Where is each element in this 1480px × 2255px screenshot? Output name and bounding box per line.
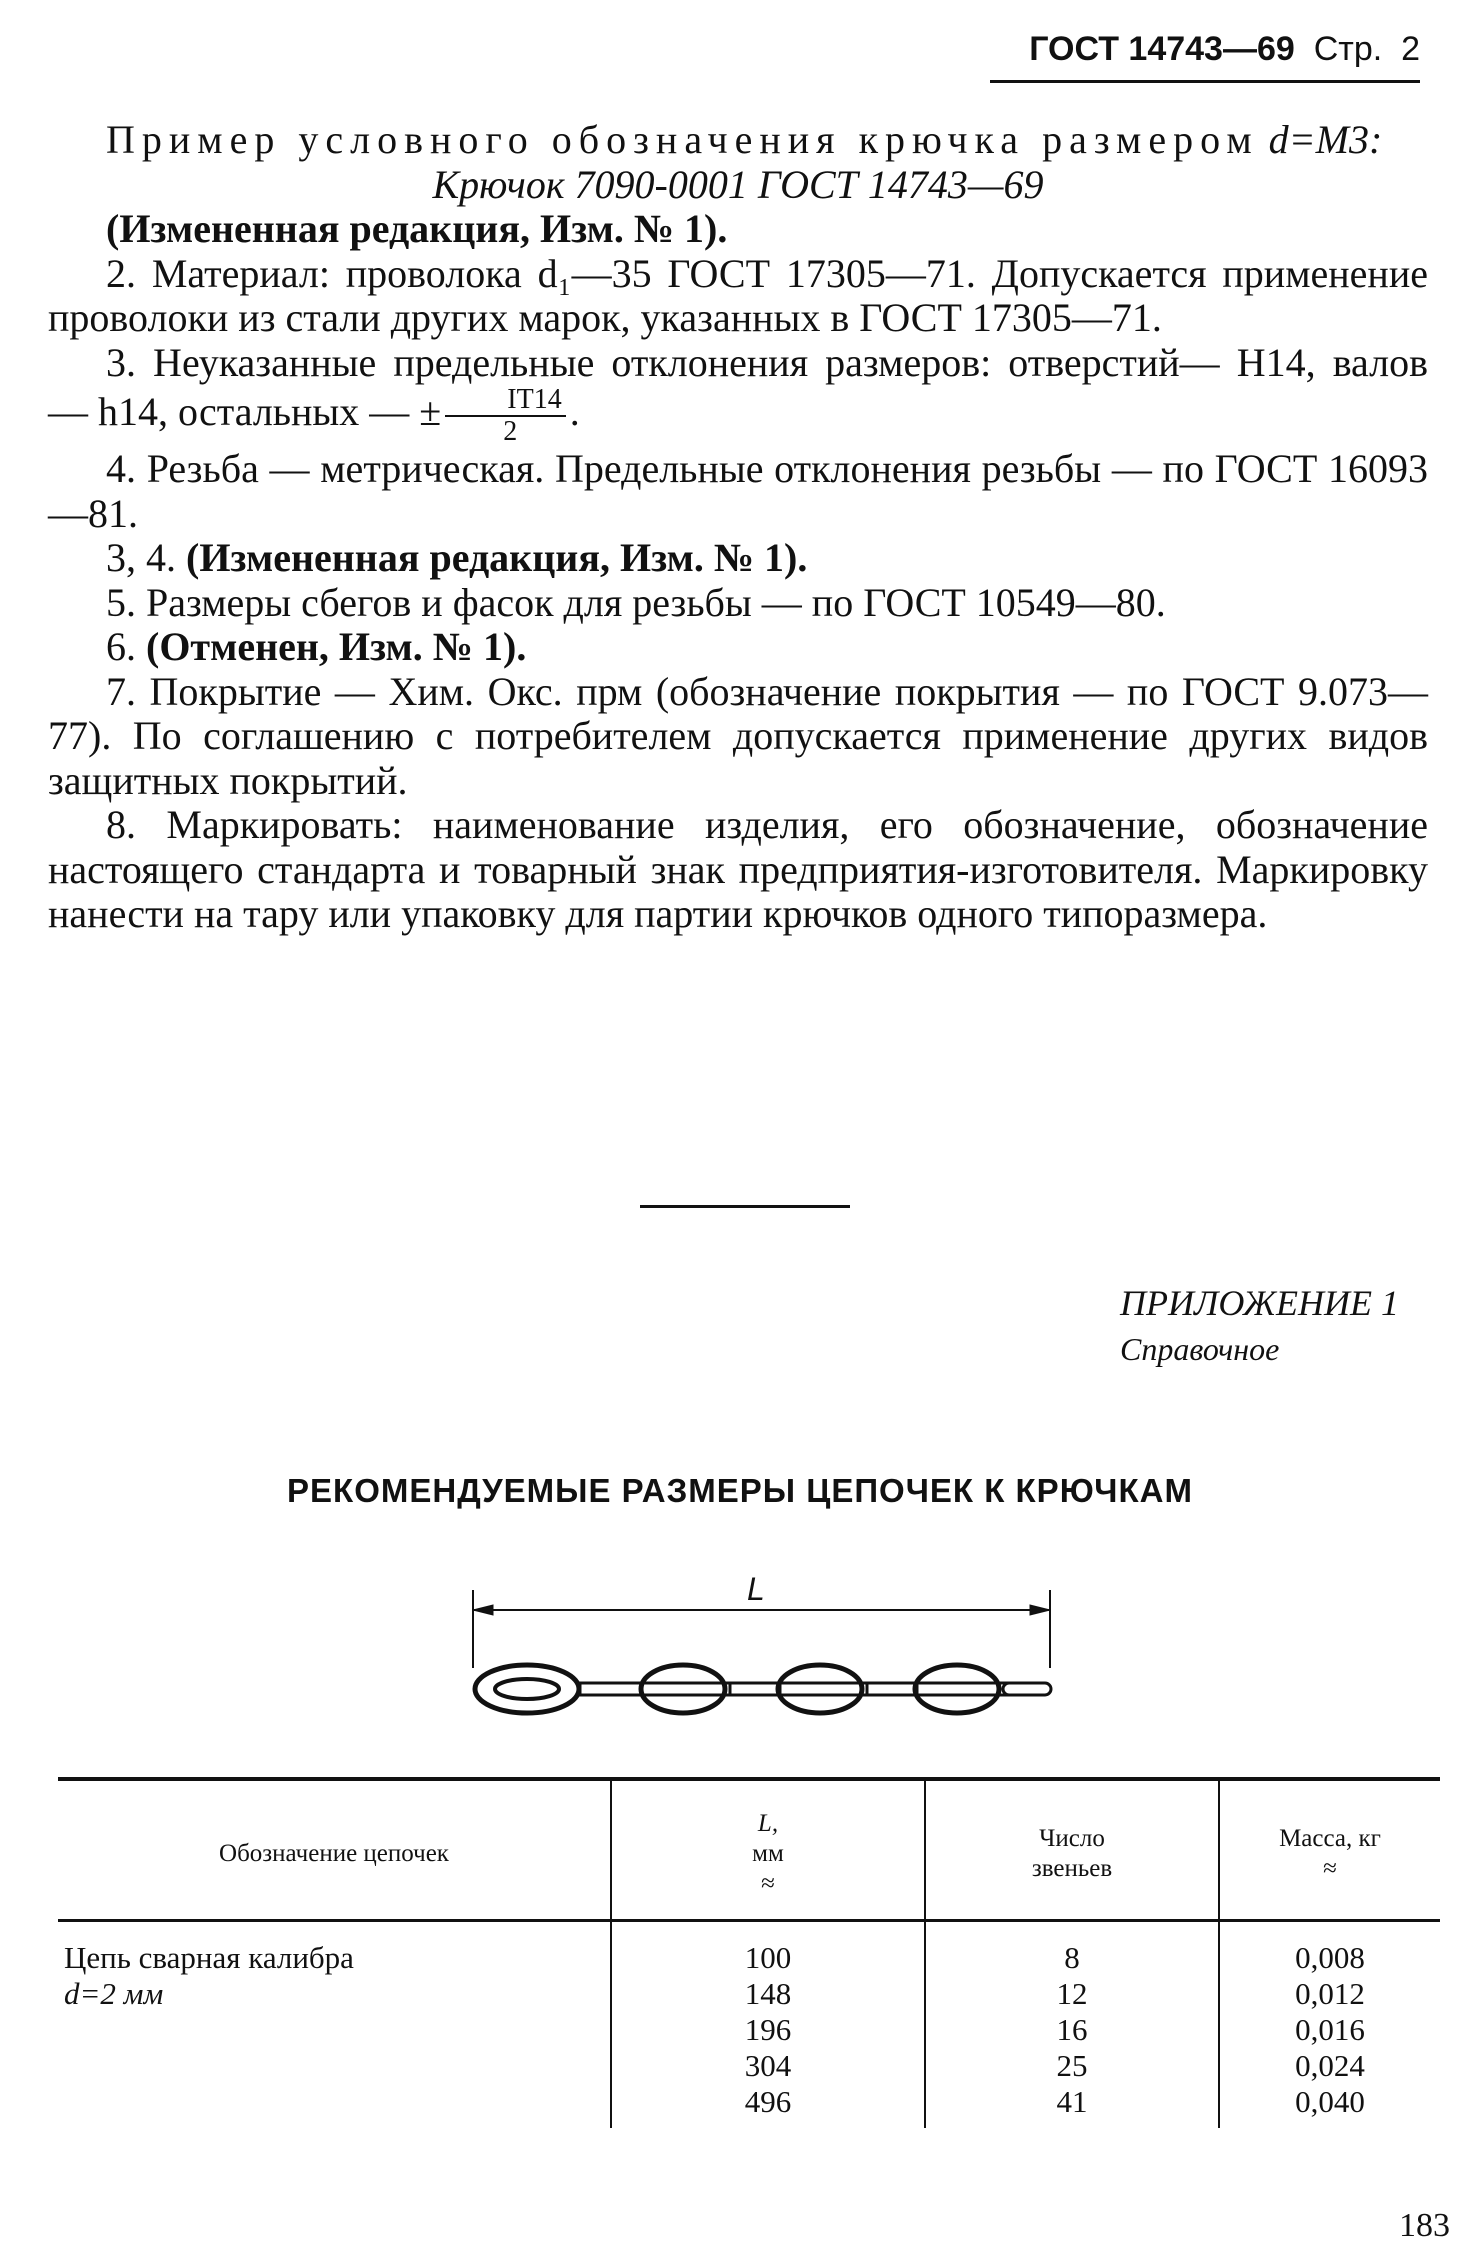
mass-value: 0,012 — [1295, 1976, 1365, 2011]
length-value: 148 — [744, 1976, 792, 2011]
mass-value: 0,024 — [1295, 2048, 1365, 2083]
appendix-title: ПРИЛОЖЕНИЕ 1 — [1120, 1283, 1399, 1323]
links-value: 12 — [1056, 1976, 1088, 2011]
page-number: 183 — [1399, 2207, 1450, 2244]
chain-sizes-table — [58, 1777, 1440, 2128]
tolerance-fraction: $\frac{IT14}{2}$ — [445, 385, 565, 447]
links-value: 41 — [1056, 2084, 1088, 2119]
mass-value: 0,008 — [1295, 1940, 1365, 1975]
mass-value: 0,040 — [1295, 2084, 1365, 2119]
item-2: 2. Материал: проволока d₁—35 ГОСТ 17305—71. Допускается применение проволоки из стали других марок, указанных в ГОСТ 17305—71. — [48, 250, 1428, 340]
header-page-number: 2 — [1401, 30, 1420, 68]
header-rule — [990, 80, 1420, 83]
row-masses — [1219, 1921, 1440, 2129]
col-length: L, мм ≈ — [611, 1779, 925, 1921]
col-designation: Обозначение цепочек — [58, 1779, 611, 1921]
table-row — [58, 1921, 1440, 2129]
example-edition-note: (Измененная редакция, Изм. № 1). — [106, 206, 728, 251]
standard-number: ГОСТ 14743—69 — [1029, 30, 1295, 68]
col-mass: Масса, кг ≈ — [1219, 1779, 1440, 1921]
example-intro: Пример условного обозначения крючка размером d=М3: — [106, 117, 1383, 162]
row-links — [925, 1921, 1219, 2129]
dimension-label: L — [747, 1571, 765, 1607]
row-lengths — [611, 1921, 925, 2129]
example-designation: Крючок 7090-0001 ГОСТ 14743—69 — [432, 161, 1044, 207]
body-text — [48, 118, 1428, 937]
links-value: 8 — [1064, 1940, 1080, 1975]
chain-link-closed — [475, 1665, 579, 1713]
length-value: 196 — [744, 2012, 792, 2047]
page-header — [1029, 30, 1420, 69]
appendix-subtitle: Справочное — [1120, 1331, 1280, 1367]
item-3-4-note: 3, 4. (Измененная редакция, Изм. № 1). — [106, 535, 808, 580]
length-value: 304 — [744, 2048, 792, 2083]
col-links: Число звеньев — [925, 1779, 1219, 1921]
item-5: 5. Размеры сбегов и фасок для резьбы — по ГОСТ 10549—80. — [106, 579, 1166, 625]
item-4: 4. Резьба — метрическая. Предельные отклонения резьбы — по ГОСТ 16093—81. — [48, 446, 1428, 536]
links-value: 25 — [1056, 2048, 1088, 2083]
appendix-heading — [1120, 1280, 1399, 1372]
length-value: 496 — [744, 2084, 792, 2119]
item-3: 3. Неуказанные предельные отклонения размеров: отверстий— Н14, валов — h14, остальных — ± $\frac{IT14}{2}$ . — [48, 339, 1428, 447]
table-title: РЕКОМЕНДУЕМЫЕ РАЗМЕРЫ ЦЕПОЧЕК К КРЮЧКАМ — [287, 1472, 1193, 1509]
length-value: 100 — [744, 1940, 792, 1975]
page-word: Стр. — [1313, 30, 1383, 68]
item-8: 8. Маркировать: наименование изделия, его обозначение, обозначение настоящего стандарта и товарный знак предприятия-изготовителя. Маркировку нанести на тару или упаковку для партии крючков одного типоразмера. — [48, 802, 1428, 936]
table-header-row — [58, 1779, 1440, 1921]
chain-figure — [465, 1570, 1065, 1720]
mass-value: 0,016 — [1295, 2012, 1365, 2047]
row-designation: Цепь сварная калибра d=2 мм — [64, 1940, 354, 2011]
links-value: 16 — [1056, 2012, 1088, 2047]
item-7: 7. Покрытие — Хим. Окс. прм (обозначение покрытия — по ГОСТ 9.073—77). По соглашению с потребителем допускается применение других видов защитных покрытий. — [48, 668, 1428, 803]
item-6: 6. (Отменен, Изм. № 1). — [106, 624, 527, 669]
section-divider — [640, 1205, 850, 1208]
chain-links — [475, 1665, 1051, 1713]
